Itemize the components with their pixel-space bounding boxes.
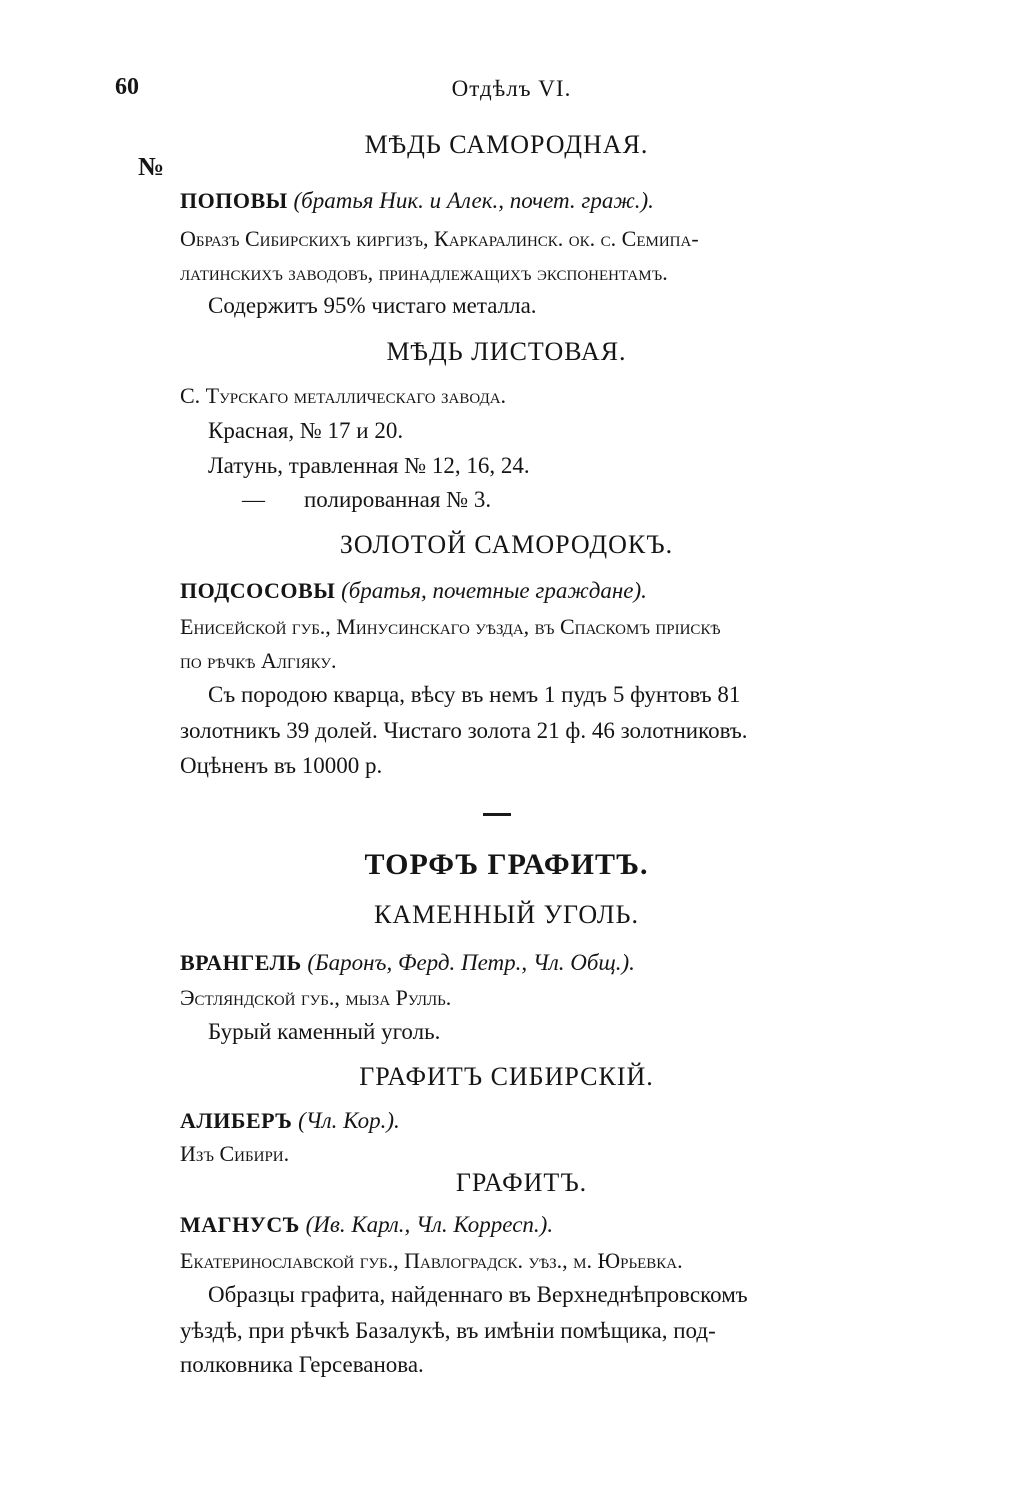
origin-line: Енисейской губ., Минусинскаго уѣзда, въ Спаскомъ пріискѣ bbox=[180, 614, 721, 639]
heading-graphite-siberian: ГРАФИТЪ СИБИРСКІЙ. bbox=[359, 1062, 654, 1091]
exhibitor-note: (братья Ник. и Алек., почет. граж.). bbox=[293, 188, 654, 213]
origin-line: Екатеринославской губ., Павлоградск. уѣз., м. Юрьевка. bbox=[180, 1248, 683, 1273]
numero-sign: № bbox=[138, 152, 165, 181]
description-line: Съ породою кварца, вѣсу въ немъ 1 пудъ 5 фунтовъ 81 bbox=[208, 682, 741, 707]
exhibitor-name: АЛИБЕРЪ bbox=[180, 1108, 293, 1133]
exhibitor-name: ПОПОВЫ bbox=[180, 188, 288, 213]
exhibitor-note: (Баронъ, Ферд. Петр., Чл. Общ.). bbox=[307, 950, 635, 975]
ditto-dash: — bbox=[242, 487, 265, 512]
heading-gold-nugget: ЗОЛОТОЙ САМОРОДОКЪ. bbox=[339, 530, 674, 559]
origin-line: Эстляндской губ., мыза Рулль. bbox=[180, 985, 452, 1010]
description-line: уѣздѣ, при рѣчкѣ Базалукѣ, въ имѣніи помѣщика, под- bbox=[180, 1318, 716, 1343]
heading-copper-native: МѢДЬ САМОРОДНАЯ. bbox=[364, 130, 649, 159]
exhibitor-note: (Ив. Карл., Чл. Корресп.). bbox=[305, 1212, 554, 1237]
description-line: полковника Герсеванова. bbox=[180, 1352, 424, 1377]
heading-copper-sheet: МѢДЬ ЛИСТОВАЯ. bbox=[386, 337, 627, 366]
origin-line: латинскихъ заводовъ, принадлежащихъ экспонентамъ. bbox=[180, 260, 668, 285]
entry-podsosovy bbox=[180, 578, 647, 604]
item-line: Красная, № 17 и 20. bbox=[208, 418, 404, 443]
description-line: Бурый каменный уголь. bbox=[208, 1019, 441, 1044]
heading-coal: КАМЕННЫЙ УГОЛЬ. bbox=[374, 900, 639, 929]
heading-graphite: ГРАФИТЪ. bbox=[455, 1168, 588, 1197]
exhibitor-name: МАГНУСЪ bbox=[180, 1212, 300, 1237]
entry-popovy bbox=[180, 188, 654, 214]
description-line: Оцѣненъ въ 10000 р. bbox=[180, 753, 383, 778]
page-number: 60 bbox=[115, 74, 139, 100]
exhibitor-name: ПОДСОСОВЫ bbox=[180, 578, 336, 603]
running-title: Отдѣлъ VI. bbox=[451, 76, 572, 101]
entry-aliber bbox=[180, 1108, 400, 1134]
exhibitor-note: (братья, почетные граждане). bbox=[341, 578, 647, 603]
exhibitor-note: (Чл. Кор.). bbox=[298, 1108, 400, 1133]
description-line: золотникъ 39 долей. Чистаго золота 21 ф. 46 золотниковъ. bbox=[180, 718, 748, 743]
origin-line: по рѣчкѣ Алгіяку. bbox=[180, 648, 337, 673]
origin-line: Образъ Сибирскихъ киргизъ, Каркаралинск. ок. с. Семипа- bbox=[180, 226, 699, 251]
description-line: Образцы графита, найденнаго въ Верхнеднѣпровскомъ bbox=[208, 1282, 748, 1307]
entry-magnus bbox=[180, 1212, 553, 1238]
item-line: Латунь, травленная № 12, 16, 24. bbox=[208, 453, 530, 478]
section-divider bbox=[483, 813, 511, 816]
entry-wrangel bbox=[180, 950, 635, 976]
exhibitor-name: ВРАНГЕЛЬ bbox=[180, 950, 302, 975]
origin-line: С. Турскаго металлическаго завода. bbox=[180, 383, 507, 408]
description-line: Содержитъ 95% чистаго металла. bbox=[208, 293, 537, 318]
origin-line: Изъ Сибири. bbox=[180, 1141, 290, 1166]
item-line: полированная № 3. bbox=[304, 487, 492, 512]
section-title: ТОРФЪ ГРАФИТЪ. bbox=[364, 848, 649, 881]
